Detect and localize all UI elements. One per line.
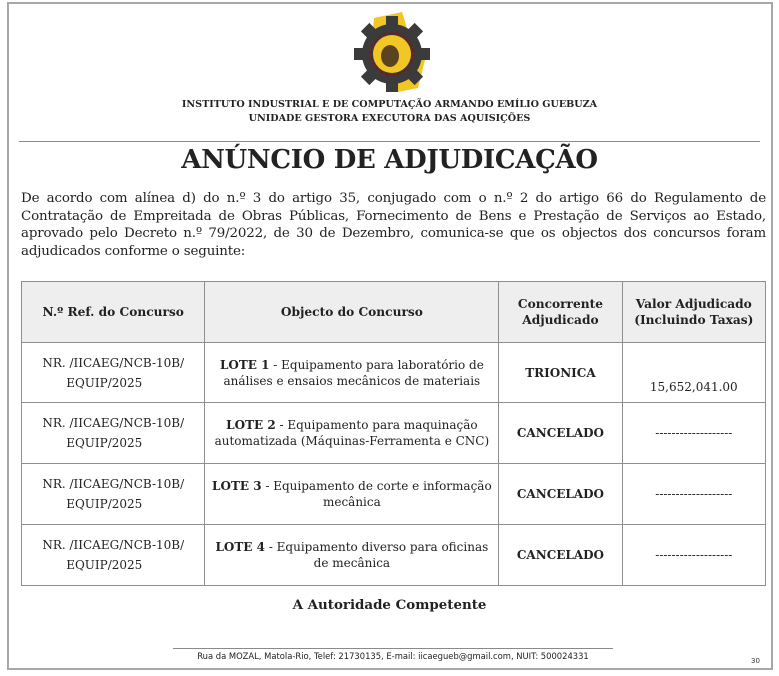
ref-line1: NR. /IICAEG/NCB-10B/ — [42, 538, 185, 552]
header-divider — [19, 141, 760, 142]
object-cell — [205, 343, 499, 403]
header-ref — [22, 282, 205, 343]
header-value — [622, 282, 765, 343]
header-object — [205, 282, 499, 343]
header-winner — [499, 282, 622, 343]
ref-cell — [22, 403, 205, 464]
gear-icon — [354, 16, 430, 92]
footer-contact: Rua da MOZAL, Matola-Rio, Telef: 21730135, E-mail: iicaegueb@gmail.com, NUIT: 500024331 — [197, 651, 589, 661]
winner-cell: CANCELADO — [499, 464, 622, 525]
winner-cell: TRIONICA — [499, 343, 622, 403]
value-cell: ------------------- — [622, 525, 765, 586]
intro-paragraph: De acordo com alínea d) do n.º 3 do artigo 35, conjugado com o n.º 2 do artigo 66 do Regulamento de Contratação de Empreitada de Obras Públicas, Fornecimento de Bens e Prestação de Serviços ao Estado, aprovado pelo Decreto n.º 79/2022, de 30 de Dezembro, comunica-se que os objectos dos concursos foram adjudicados conforme o seguinte: — [21, 191, 766, 259]
lot-label: LOTE 2 — [226, 418, 276, 432]
institute-logo — [352, 8, 432, 94]
lot-label: LOTE 1 — [219, 357, 270, 372]
header-value-line2: (Incluindo Taxas) — [634, 313, 754, 327]
table-row — [22, 343, 766, 403]
header-object-label: Objecto do Concurso — [280, 305, 423, 319]
winner-cell: CANCELADO — [499, 525, 622, 586]
object-cell — [205, 403, 499, 464]
object-cell — [205, 464, 499, 525]
ref-cell — [22, 464, 205, 525]
object-cell — [205, 525, 499, 586]
header-winner-line2: Adjudicado — [522, 313, 599, 327]
ref-line1: NR. /IICAEG/NCB-10B/ — [42, 477, 185, 491]
adjudication-table — [21, 281, 766, 586]
page-number: 30 — [751, 657, 760, 665]
ref-cell — [22, 525, 205, 586]
lot-description: - Equipamento diverso para oficinas de mecânica — [264, 540, 489, 570]
ref-line2: EQUIP/2025 — [66, 375, 143, 390]
lot-label: LOTE 4 — [215, 540, 265, 554]
portrait-icon — [381, 45, 399, 67]
ref-cell — [22, 343, 205, 403]
table-row — [22, 525, 766, 586]
header-value-line1: Valor Adjudicado — [635, 297, 752, 311]
lot-label: LOTE 3 — [212, 479, 262, 493]
value-cell: ------------------- — [622, 464, 765, 525]
signature-label: A Autoridade Competente — [292, 597, 487, 613]
ref-line1: NR. /IICAEG/NCB-10B/ — [42, 416, 185, 430]
ref-line2: EQUIP/2025 — [66, 497, 143, 511]
value-cell: 15,652,041.00 — [622, 343, 765, 403]
footer-divider — [173, 648, 613, 649]
lot-description: - Equipamento de corte e informação mecânica — [261, 479, 492, 509]
ref-line2: EQUIP/2025 — [66, 436, 143, 450]
table-row — [22, 464, 766, 525]
value-cell: ------------------- — [622, 403, 765, 464]
table-header-row — [22, 282, 766, 343]
ref-line1: NR. /IICAEG/NCB-10B/ — [42, 355, 185, 370]
table-row — [22, 403, 766, 464]
header-ref-label: N.º Ref. do Concurso — [42, 305, 184, 319]
page-title: ANÚNCIO DE ADJUDICAÇÃO — [181, 145, 598, 175]
lot-description: - Equipamento para laboratório de análises e ensaios mecânicos de materiais — [223, 357, 484, 388]
institution-name: INSTITUTO INDUSTRIAL E DE COMPUTAÇÃO ARMANDO EMÍLIO GUEBUZA — [181, 99, 598, 110]
lot-description: - Equipamento para maquinação automatizada (Máquinas-Ferramenta e CNC) — [214, 418, 490, 448]
winner-cell: CANCELADO — [499, 403, 622, 464]
header-winner-line1: Concorrente — [517, 297, 603, 311]
unit-name: UNIDADE GESTORA EXECUTORA DAS AQUISIÇÕES — [248, 113, 531, 124]
ref-line2: EQUIP/2025 — [66, 558, 143, 572]
